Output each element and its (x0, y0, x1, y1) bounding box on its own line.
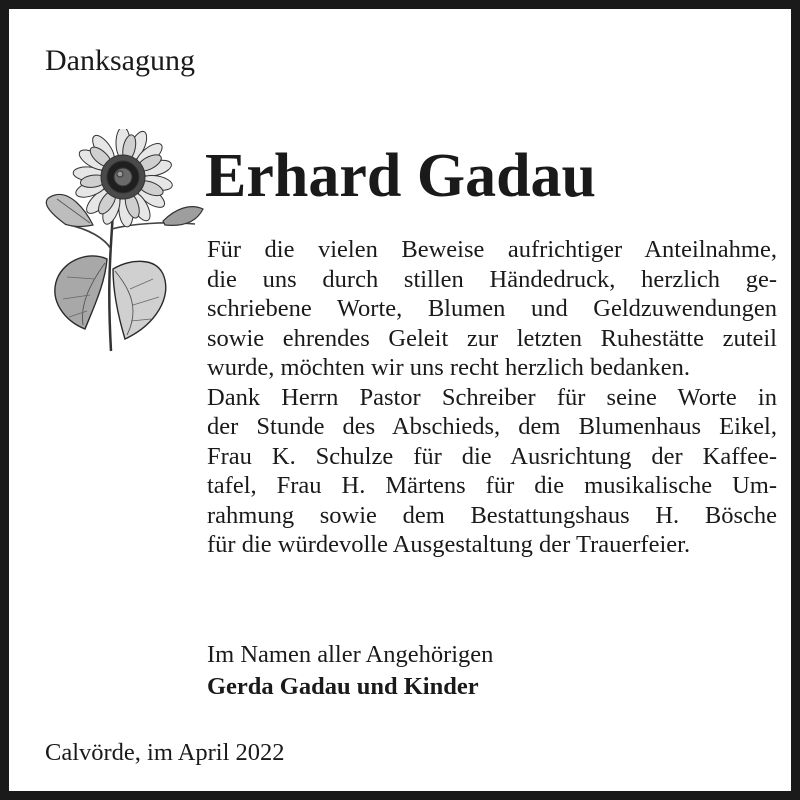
sunflower-illustration (35, 129, 207, 355)
body-line: der Stunde des Abschieds, dem Blumenhaus Eikel, (207, 413, 777, 440)
closing-block (207, 639, 493, 703)
body-line: schriebene Worte, Blumen und Geldzuwendungen (207, 295, 777, 322)
body-line: für die würdevolle Ausgestaltung der Trauerfeier. (207, 531, 691, 558)
closing-line: Im Namen aller Angehörigen (207, 641, 494, 668)
body-line: Dank Herrn Pastor Schreiber für seine Worte in (207, 383, 777, 411)
body-line: rahmung sowie dem Bestattungshaus H. Bösche (207, 501, 777, 529)
place-date: Calvörde, im April 2022 (45, 739, 285, 766)
notice-heading: Danksagung (45, 44, 195, 77)
deceased-name: Erhard Gadau (205, 142, 597, 210)
body-line: Für die vielen Beweise aufrichtiger Anteilnahme, (207, 236, 777, 263)
body-line: Frau K. Schulze für die Ausrichtung der Kaffee- (207, 442, 777, 470)
body-line: sowie ehrendes Geleit zur letzten Ruhestätte zuteil (207, 324, 777, 352)
thank-you-text (207, 235, 777, 560)
body-line: wurde, möchten wir uns recht herzlich bedanken. (207, 354, 691, 381)
body-line: tafel, Frau H. Märtens für die musikalische Um- (207, 472, 777, 499)
signers: Gerda Gadau und Kinder (207, 673, 479, 700)
body-line: die uns durch stillen Händedruck, herzlich ge- (207, 265, 777, 293)
